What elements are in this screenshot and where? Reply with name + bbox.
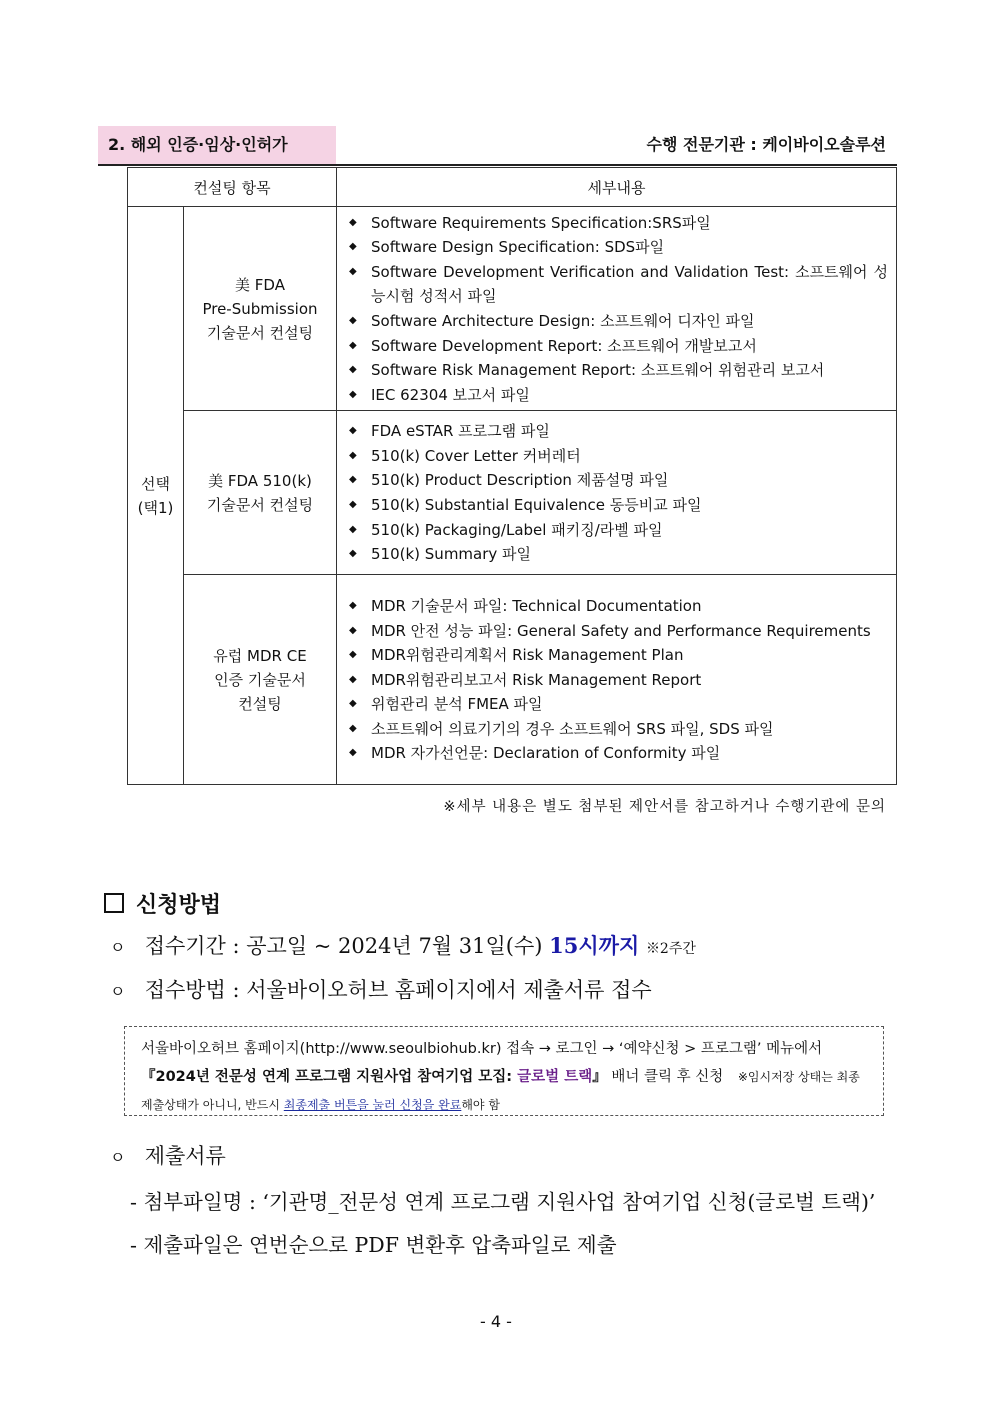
item-line: 인증 기술문서 — [214, 670, 306, 689]
header-detail: 세부내용 — [337, 168, 897, 207]
item-line: Pre-Submission — [202, 299, 318, 318]
list-item: ◆ 소프트웨어 의료기기의 경우 소프트웨어 SRS 파일, SDS 파일 — [347, 717, 888, 742]
list-item: ◆ 위험관리 분석 FMEA 파일 — [347, 692, 888, 717]
track-name: 글로벌 트랙 — [517, 1069, 593, 1085]
list-item: ◆ 510(k) Summary 파일 — [347, 542, 888, 567]
circle-bullet-icon: ㅇ — [110, 982, 126, 1001]
temp-save-note: ※임시저장 상태는 최종 제출상태가 아니니, 반드시 — [141, 1070, 860, 1112]
period-note: ※2주간 — [645, 941, 696, 957]
section-title: 2. 해외 인증·임상·인허가 — [98, 126, 336, 164]
program-title-close: 』 — [592, 1069, 607, 1085]
list-item: ◆ Software Development Verification and Validation Test: 소프트웨어 성능시험 성적서 파일 — [347, 260, 888, 309]
list-item: ◆ MDR위험관리보고서 Risk Management Report — [347, 668, 888, 693]
header-item: 컨설팅 항목 — [128, 168, 337, 207]
list-item: ◆ 510(k) Cover Letter 커버레터 — [347, 444, 888, 469]
item-line: 美 FDA — [235, 275, 285, 294]
table-row — [128, 207, 897, 411]
detail-cell-fda-510k — [337, 411, 897, 575]
selection-note: (택1) — [137, 498, 174, 517]
list-item: ◆ 510(k) Substantial Equivalence 동등비교 파일 — [347, 493, 888, 518]
instruction-box — [124, 1026, 884, 1116]
temp-save-note-end: 해야 함 — [461, 1098, 500, 1112]
docs-line — [110, 1140, 226, 1170]
list-item: ◆ Software Design Specification: SDS파일 — [347, 235, 888, 260]
list-item: ◆ MDR위험관리계획서 Risk Management Plan — [347, 643, 888, 668]
method-line — [110, 974, 652, 1004]
page-number: - 4 - — [480, 1312, 512, 1331]
circle-bullet-icon: ㅇ — [110, 938, 126, 957]
item-cell-fda-510k — [184, 411, 337, 575]
instruction-text: 서울바이오허브 홈페이지(http://www.seoulbiohub.kr) 접속 → 로그인 → ‘예약신청 > 프로그램’ 메뉴에서 — [141, 1041, 823, 1057]
table-footnote: ※세부 내용은 별도 첨부된 제안서를 참고하거나 수행기관에 문의 — [443, 799, 886, 815]
list-item: ◆ MDR 기술문서 파일: Technical Documentation — [347, 594, 888, 619]
selection-cell — [128, 207, 184, 785]
method-text: 접수방법 : 서울바이오허브 홈페이지에서 제출서류 접수 — [144, 978, 652, 1002]
list-item: ◆ 510(k) Packaging/Label 패키징/라벨 파일 — [347, 518, 888, 543]
item-line: 기술문서 컨설팅 — [206, 323, 314, 342]
period-label: 접수기간 : 공고일 ~ 2024년 7월 31일(수) — [144, 934, 543, 958]
period-line — [110, 930, 696, 960]
docs-label: 제출서류 — [144, 1144, 226, 1168]
selection-label: 선택 — [141, 474, 170, 493]
detail-cell-fda-presub — [337, 207, 897, 411]
item-line: 유럽 MDR CE — [213, 646, 307, 665]
item-line: 기술문서 컨설팅 — [206, 495, 314, 514]
agency-label: 수행 전문기관 : 케이바이오솔루션 — [646, 135, 886, 154]
section-divider — [98, 164, 897, 166]
program-title: 『2024년 전문성 연계 프로그램 지원사업 참여기업 모집: — [141, 1069, 518, 1085]
checkbox-square-icon — [104, 893, 124, 913]
list-item: ◆ IEC 62304 보고서 파일 — [347, 383, 888, 408]
list-item: ◆ MDR 안전 성능 파일: General Safety and Performance Requirements — [347, 619, 888, 644]
period-deadline: 15시까지 — [549, 933, 640, 958]
table-row — [128, 575, 897, 785]
item-line: 美 FDA 510(k) — [208, 471, 312, 490]
item-cell-fda-presub — [184, 207, 337, 411]
item-cell-eu-mdr — [184, 575, 337, 785]
submission-format-line: - 제출파일은 연번순으로 PDF 변환후 압축파일로 제출 — [130, 1233, 617, 1257]
instruction-text: 배너 클릭 후 신청 — [606, 1069, 724, 1085]
list-item: ◆ MDR 자가선언문: Declaration of Conformity 파일 — [347, 741, 888, 766]
apply-heading — [104, 888, 221, 919]
table-row — [128, 411, 897, 575]
apply-heading-text: 신청방법 — [136, 893, 222, 918]
attachment-name-line: - 첨부파일명 : ‘기관명_전문성 연계 프로그램 지원사업 참여기업 신청(글로벌 트랙)’ — [130, 1190, 876, 1214]
list-item: ◆ Software Development Report: 소프트웨어 개발보고서 — [347, 334, 888, 359]
consulting-table — [127, 167, 897, 785]
item-line: 컨설팅 — [238, 694, 282, 713]
list-item: ◆ Software Architecture Design: 소프트웨어 디자인 파일 — [347, 309, 888, 334]
table-header-row — [128, 168, 897, 207]
circle-bullet-icon: ㅇ — [110, 1148, 126, 1167]
list-item: ◆ FDA eSTAR 프로그램 파일 — [347, 419, 888, 444]
list-item: ◆ Software Requirements Specification:SRS파일 — [347, 211, 888, 236]
detail-cell-eu-mdr — [337, 575, 897, 785]
list-item: ◆ Software Risk Management Report: 소프트웨어 위험관리 보고서 — [347, 358, 888, 383]
final-submit-link[interactable]: 최종제출 버튼을 눌러 신청을 완료 — [283, 1098, 462, 1112]
list-item: ◆ 510(k) Product Description 제품설명 파일 — [347, 468, 888, 493]
